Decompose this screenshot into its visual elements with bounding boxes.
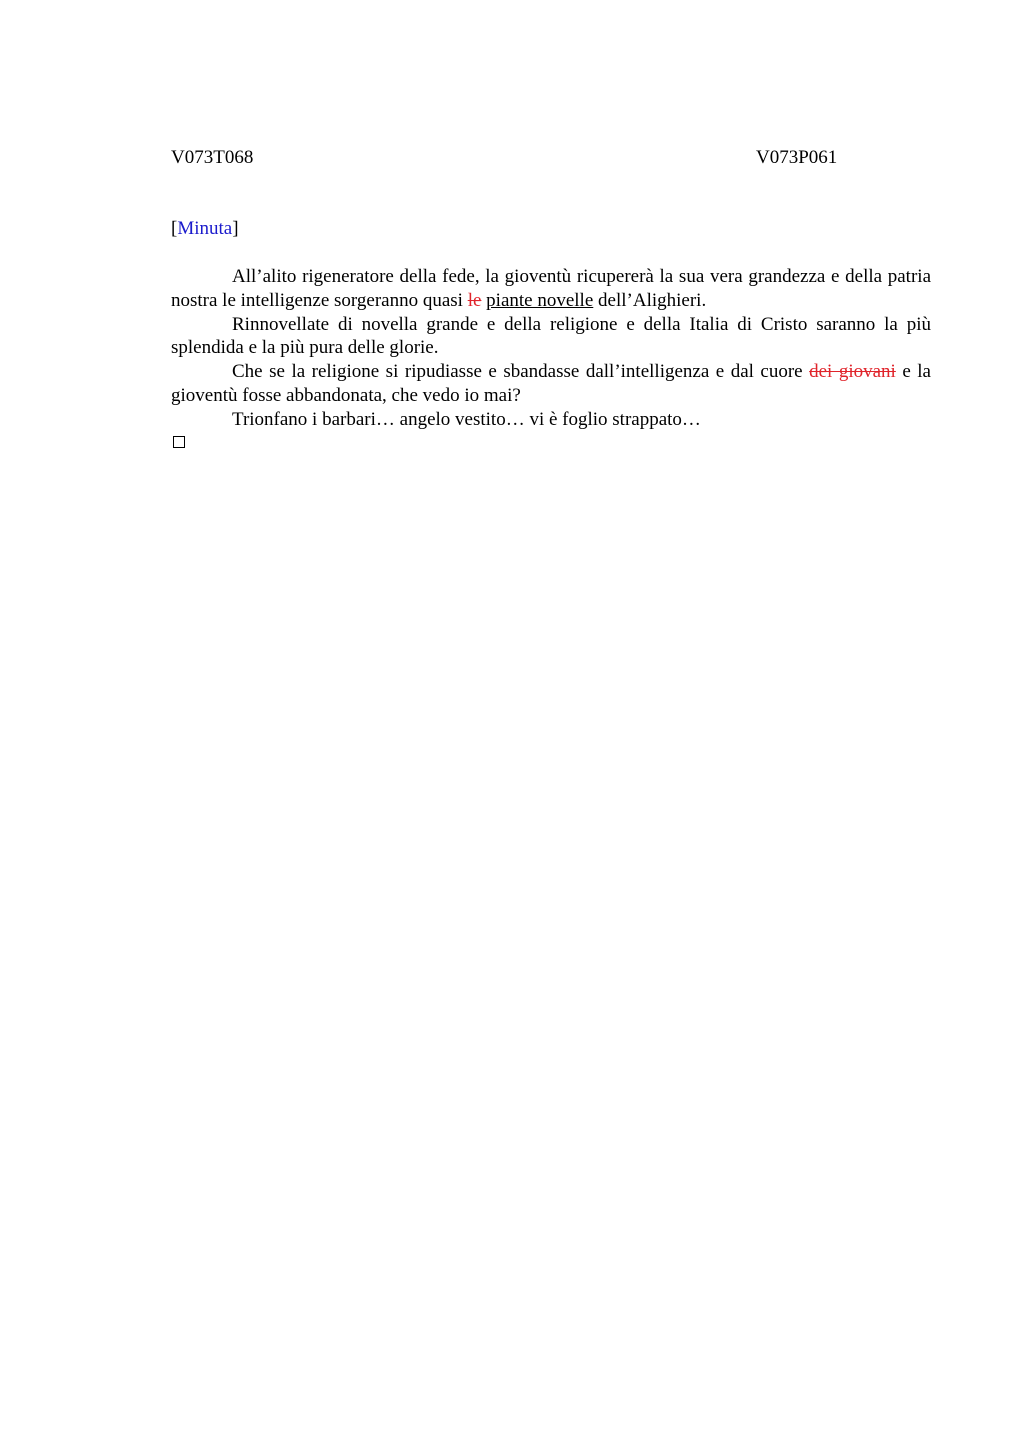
paragraph-2: Rinnovellate di novella grande e della religione e della Italia di Cristo saranno la più splendida e la più pura delle glorie. xyxy=(171,313,931,359)
deleted-word: le xyxy=(467,289,482,311)
paragraph-4: Trionfano i barbari… angelo vestito… vi è foglio strappato… xyxy=(232,408,701,430)
section-label-text: Minuta xyxy=(177,218,233,239)
underlined-phrase: piante novelle xyxy=(486,289,594,311)
document-code-right: V073P061 xyxy=(756,147,838,168)
bracket-close: ] xyxy=(232,218,239,239)
paragraph-1-text-c: dell’Alighieri. xyxy=(593,289,707,311)
paragraph-3-text-a: Che se la religione si ripudiasse e sbandasse dall’intelligenza e dal cuore xyxy=(232,361,810,383)
paragraph-3 xyxy=(171,360,931,408)
paragraph-3-text-b: e la gioventù fosse abbandonata, che vedo io mai? xyxy=(171,361,931,406)
paragraph-1-text-a: All’alito rigeneratore della fede, la gioventù ricupererà la sua vera grandezza e della patria nostra le intelligenze sorgeranno quasi xyxy=(171,266,931,311)
paragraph-1 xyxy=(171,265,931,313)
deleted-phrase: dei giovani xyxy=(809,361,896,383)
bracket-open: [ xyxy=(171,218,178,239)
document-code-left: V073T068 xyxy=(171,147,254,168)
section-label xyxy=(171,217,239,241)
body-text xyxy=(171,265,931,432)
square-outline-icon xyxy=(173,436,185,448)
